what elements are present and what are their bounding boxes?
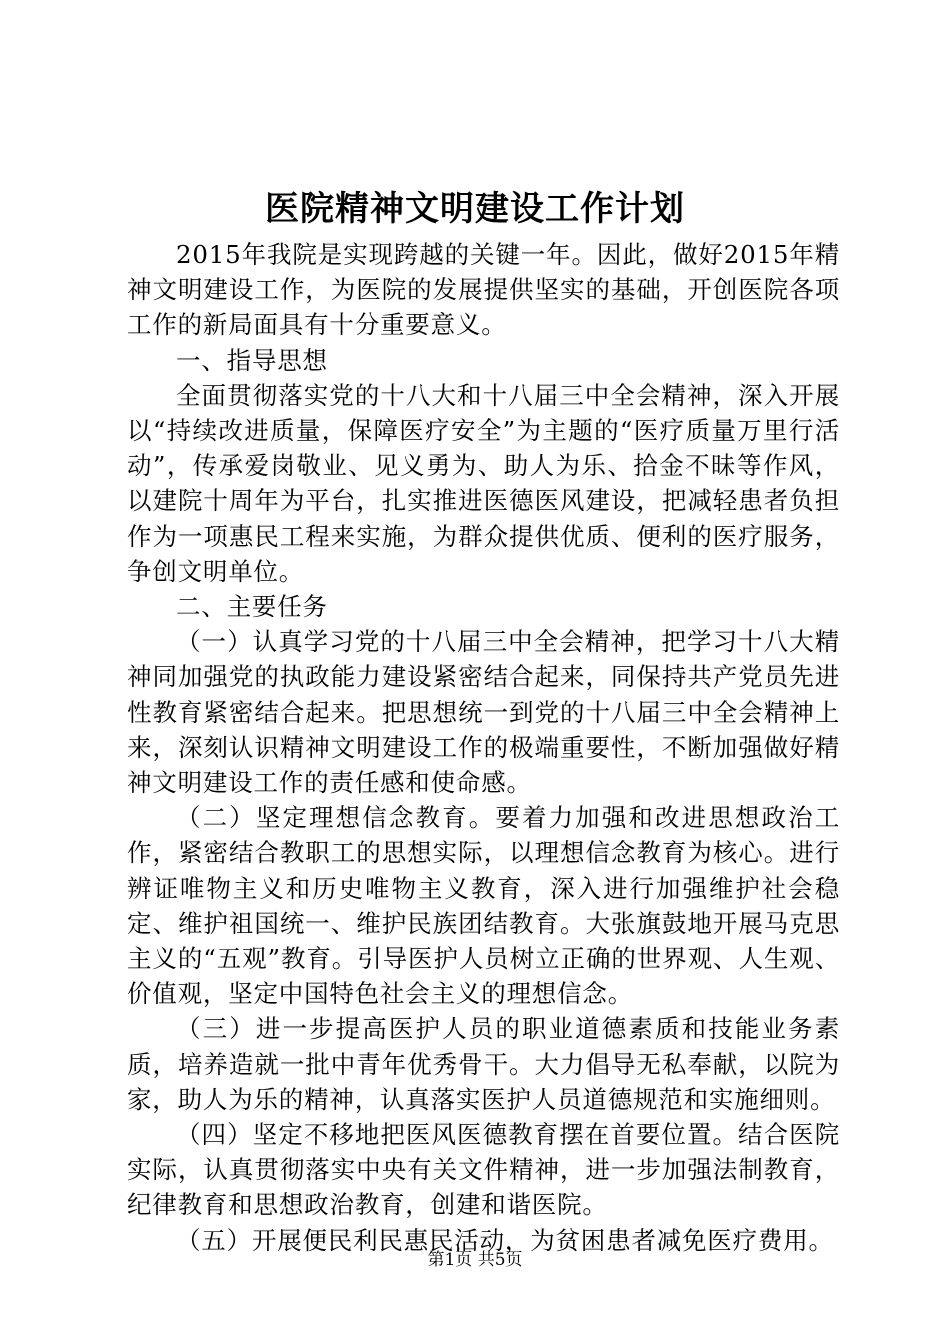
paragraph-task-5: （五）开展便民利民惠民活动，为贫困患者减免医疗费用。 xyxy=(176,1225,834,1255)
paragraph-task-3: （三）进一步提高医护人员的职业道德素质和技能业务素质，培养造就一批中青年优秀骨干。大力倡导无私奉献，以院为家，助人为乐的精神，认真落实医护人员道德规范和实施细则。 xyxy=(127,1014,840,1114)
paragraph-guiding-ideology: 全面贯彻落实党的十八大和十八届三中全会精神，深入开展以“持续改进质量，保障医疗安全”为主题的“医疗质量万里行活动”，传承爱岗敬业、见义勇为、助人为乐、拾金不昧等作风，以建院十周年为平台，扎实推进医德医风建设，把减轻患者负担作为一项惠民工程来实施，为群众提供优质、便利的医疗服务，争创文明单位。 xyxy=(127,380,841,586)
paragraph-intro: 2015年我院是实现跨越的关键一年。因此，做好2015年精神文明建设工作，为医院的发展提供坚实的基础，开创医院各项工作的新局面具有十分重要意义。 xyxy=(127,240,840,340)
paragraph-task-4: （四）坚定不移地把医风医德教育摆在首要位置。结合医院实际，认真贯彻落实中央有关文件精神，进一步加强法制教育，纪律教育和思想政治教育，创建和谐医院。 xyxy=(127,1120,840,1220)
section-heading-guiding-ideology: 一、指导思想 xyxy=(176,345,328,375)
paragraph-task-2: （二）坚定理想信念教育。要着力加强和改进思想政治工作，紧密结合教职工的思想实际，以理想信念教育为核心。进行辨证唯物主义和历史唯物主义教育，深入进行加强维护社会稳定、维护祖国统一、维护民族团结教育。大张旗鼓地开展马克思主义的“五观”教育。引导医护人员树立正确的世界观、人生观、价值观，坚定中国特色社会主义的理想信念。 xyxy=(127,803,840,1009)
page-footer: 第1页 共5页 xyxy=(427,1250,523,1270)
section-heading-main-tasks: 二、主要任务 xyxy=(176,592,328,622)
paragraph-task-1: （一）认真学习党的十八届三中全会精神，把学习十八大精神同加强党的执政能力建设紧密结合起来，同保持共产党员先进性教育紧密结合起来。把思想统一到党的十八届三中全会精神上来，深刻认识精神文明建设工作的极端重要性，不断加强做好精神文明建设工作的责任感和使命感。 xyxy=(127,627,840,798)
document-body xyxy=(127,237,840,1258)
document-title: 医院精神文明建设工作计划 xyxy=(265,189,685,229)
